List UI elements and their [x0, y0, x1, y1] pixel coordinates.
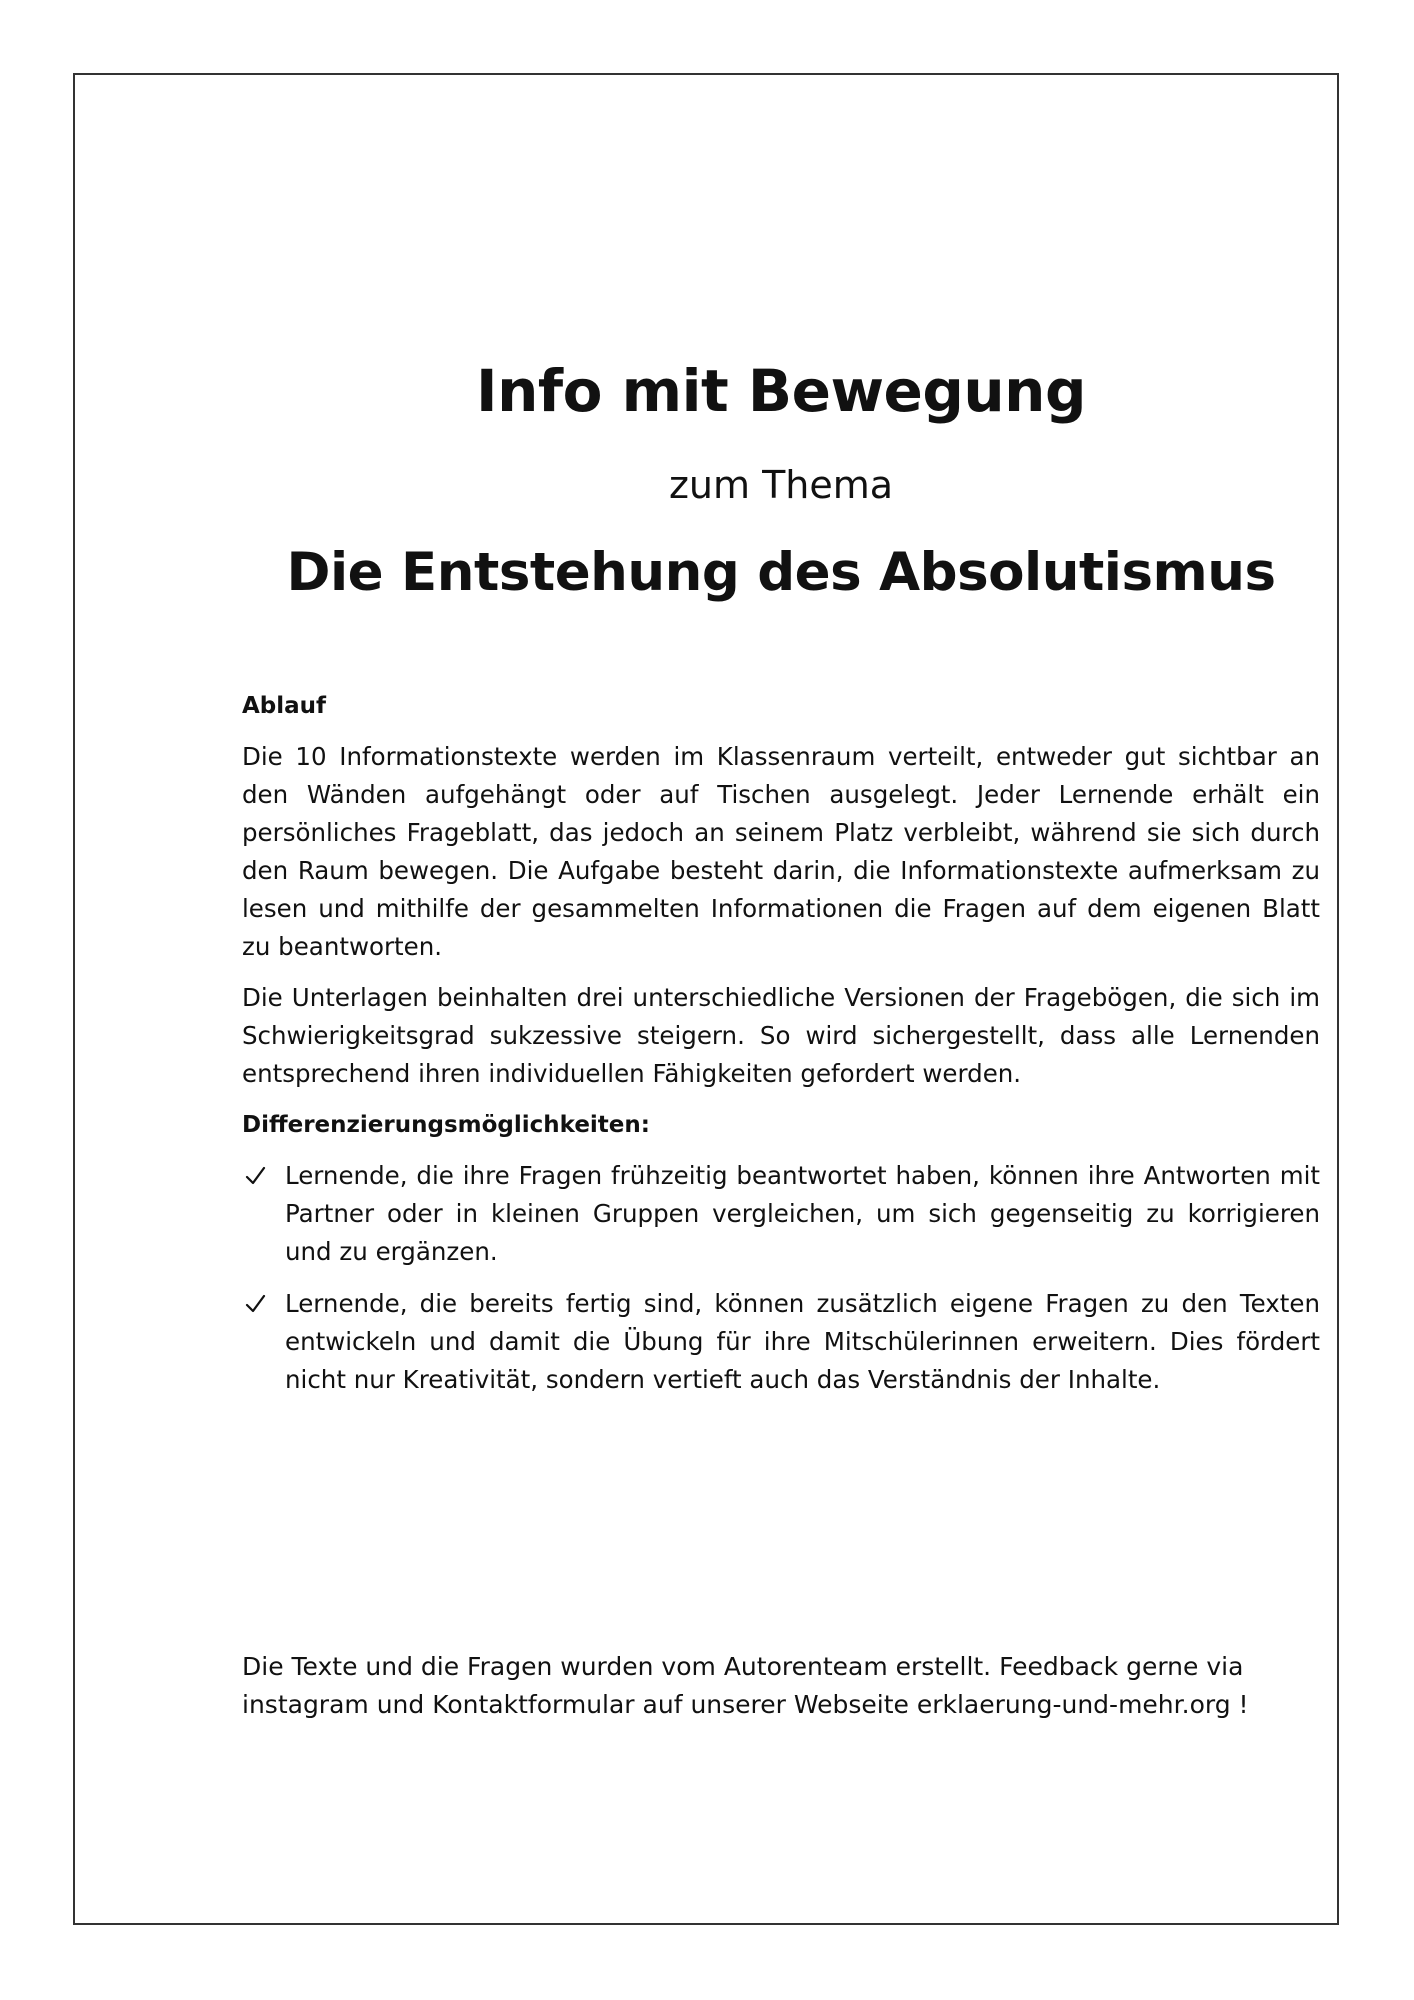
ablauf-paragraph-2: Die Unterlagen beinhalten drei unterschiedliche Versionen der Fragebögen, die sich im Schwierigkeitsgrad sukzessive steigern. So wird sichergestellt, dass alle Lernenden entsprechend ihren individuellen Fähigkeiten gefordert werden.: [242, 983, 1320, 1088]
document-title: Info mit Bewegung: [476, 357, 1086, 425]
differenzierung-list: [242, 1157, 1320, 1399]
list-item-text: Lernende, die bereits fertig sind, können zusätzlich eigene Fragen zu den Texten entwickeln und damit die Übung für ihre Mitschülerinnen erweitern. Dies fördert nicht nur Kreativität, sondern vertieft auch das Verständnis der Inhalte.: [285, 1289, 1320, 1394]
footer-line-2: instagram und Kontaktformular auf unserer Webseite erklaerung-und-mehr.org !: [242, 1690, 1249, 1719]
checkmark-icon: [244, 1285, 268, 1323]
footer-line-1: Die Texte und die Fragen wurden vom Autorenteam erstellt. Feedback gerne via: [242, 1652, 1244, 1681]
page-border: [73, 73, 1339, 1925]
document-body: [242, 687, 1320, 1413]
footer-note: [242, 1648, 1320, 1724]
list-item: [242, 1157, 1320, 1271]
document-subtitle: zum Thema: [668, 463, 894, 507]
section-heading-ablauf: Ablauf: [242, 693, 327, 719]
section-heading-differenzierung: Differenzierungsmöglichkeiten:: [242, 1112, 650, 1138]
ablauf-paragraph-1: Die 10 Informationstexte werden im Klassenraum verteilt, entweder gut sichtbar an den Wänden aufgehängt oder auf Tischen ausgelegt. Jeder Lernende erhält ein persönliches Frageblatt, das jedoch an seinem Platz verbleibt, während sie sich durch den Raum bewegen. Die Aufgabe besteht darin, die Informationstexte aufmerksam zu lesen und mithilfe der gesammelten Informationen die Fragen auf dem eigenen Blatt zu beantworten.: [242, 742, 1320, 961]
list-item: [242, 1285, 1320, 1399]
checkmark-icon: [244, 1157, 268, 1195]
list-item-text: Lernende, die ihre Fragen frühzeitig beantwortet haben, können ihre Antworten mit Partner oder in kleinen Gruppen vergleichen, um sich gegenseitig zu korrigieren und zu ergänzen.: [285, 1161, 1320, 1266]
document-topic: Die Entstehung des Absolutismus: [286, 542, 1276, 603]
